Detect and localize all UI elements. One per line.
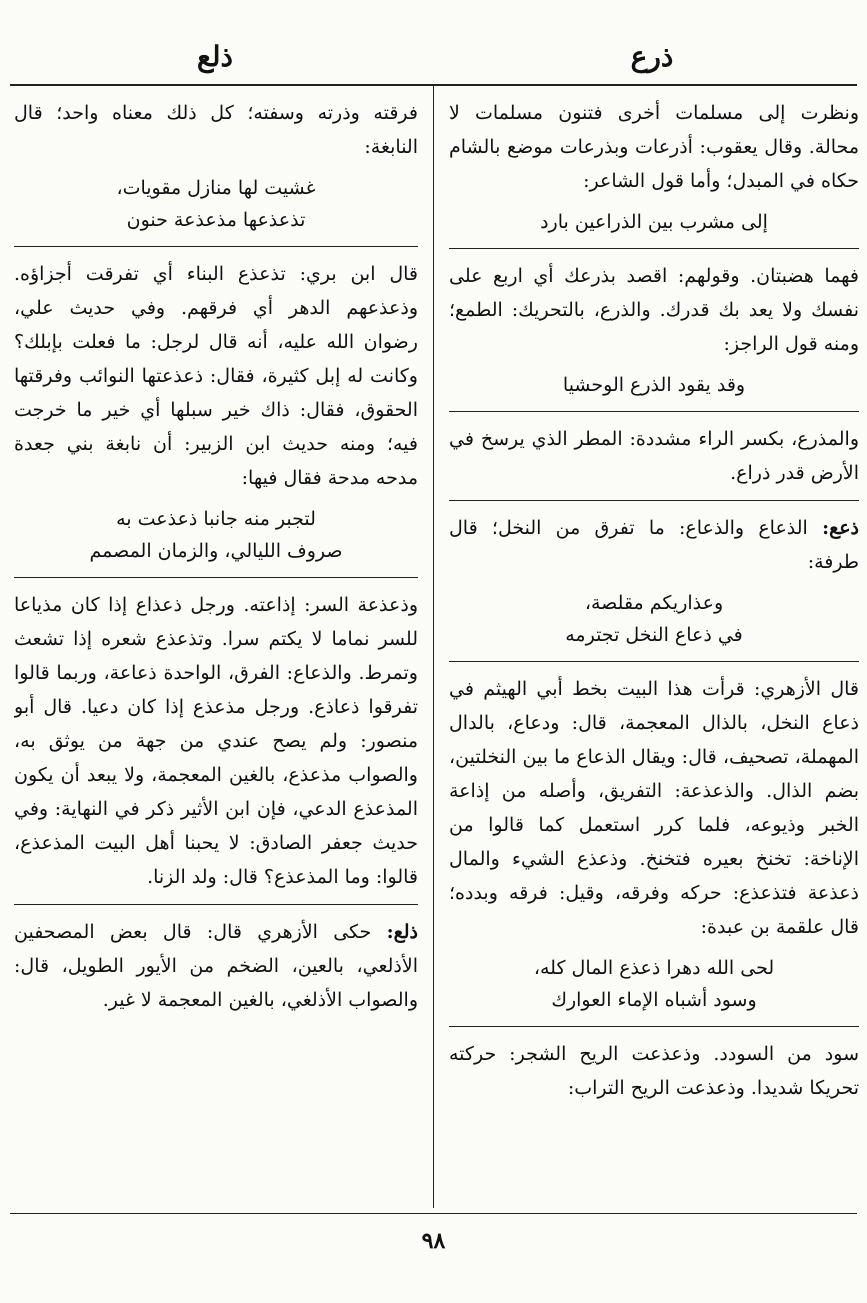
paragraph: فهما هضبتان. وقولهم: اقصد بذرعك أي اربع على نفسك ولا يعد بك قدرك. والذرع، بالتحريك: الطمع؛ ومنه قول الراجز:: [449, 265, 859, 355]
paragraph: والمذرع، بكسر الراء مشددة: المطر الذي يرسخ في الأرض قدر ذراع.: [449, 428, 859, 484]
verse: [14, 503, 418, 567]
verse-line: وعذاريكم مقلصة،: [584, 592, 724, 614]
section-divider: [449, 500, 859, 501]
verse: [449, 587, 859, 651]
paragraph: ونظرت إلى مسلمات أخرى فتنون مسلمات لا محالة. وقال يعقوب: أذرعات وبذرعات موضع بالشام حكاه في المبدل؛ وأما قول الشاعر:: [449, 102, 859, 192]
section-divider: [14, 577, 418, 578]
page-number: ٩٨: [421, 1228, 446, 1254]
section-divider: [449, 1026, 859, 1027]
verse: إلى مشرب بين الذراعين بارد: [540, 211, 768, 233]
verse: [449, 952, 859, 1016]
section-divider: [449, 248, 859, 249]
column-divider: [433, 86, 434, 1208]
section-divider: [449, 411, 859, 412]
section-divider: [14, 904, 418, 905]
verse-line: لحى الله دهرا ذعذع المال كله،: [533, 957, 775, 979]
footer-rule: [10, 1213, 857, 1214]
running-header-left: ذلع: [197, 40, 233, 73]
verse-line: غشيت لها منازل مقويات،: [116, 177, 316, 199]
paragraph: سود من السودد. وذعذعت الريح الشجر: حركته تحريكا شديدا. وذعذعت الريح التراب:: [449, 1043, 859, 1099]
lemma-headword: ذعع:: [822, 517, 859, 539]
entry-text: الذعاع والذعاع: ما تفرق من النخل؛ قال طرفة:: [449, 517, 859, 573]
paragraph: فرقته وذرته وسفته؛ كل ذلك معناه واحد؛ قال النابغة:: [14, 102, 418, 158]
paragraph: وذعذعة السر: إذاعته. ورجل ذعذاع إذا كان مذياعا للسر نماما لا يكتم سرا. وتذعذع شعره إذا تشعث وتمرط. والذعاع: الفرق، الواحدة ذعاعة، وربما قالوا تفرقوا ذعاذع. ورجل مذعذع إذا كان دعيا. قال أبو منصور: ولم يصح عندي من جهة من يوثق به، والصواب مذعذع، بالغين المعجمة، ولا يبعد أن يكون المذعذع الدعي، فإن ابن الأثير ذكر في النهاية: وفي حديث جعفر الصادق: لا يحبنا أهل البيت المذعذع، قالوا: وما المذعذع؟ قال: ولد الزنا.: [14, 594, 418, 888]
entry-text: حكى الأزهري قال: قال بعض المصحفين الأذلعي، بالعين، الضخم من الأيور الطويل، قال: والصواب الأذلغي، بالغين المعجمة لا غير.: [14, 921, 418, 1011]
entry-dhaa: [449, 511, 859, 579]
section-divider: [449, 661, 859, 662]
section-divider: [14, 246, 418, 247]
entry-dhala: [14, 915, 418, 1017]
lemma-headword: ذلع:: [386, 921, 418, 943]
verse-line: لتجبر منه جانبا ذعذعت به: [116, 508, 316, 530]
paragraph: قال ابن بري: تذعذع البناء أي تفرقت أجزاؤه. وذعذعهم الدهر أي فرقهم. وفي حديث علي، رضوان الله عليه، أنه قال لرجل: ما فعلت بإبلك؟ وكانت له إبل كثيرة، فقال: ذعذعتها النوائب وفرقتها الحقوق، فقال: ذاك خير سبلها أي خير ما خرجت فيه؛ ومنه حديث ابن الزبير: أن نابغة بني جعدة مدحه مدحة فقال فيها:: [14, 263, 418, 489]
running-header-right: ذرع: [630, 40, 674, 73]
verse-line: صروف الليالي، والزمان المصمم: [89, 540, 343, 562]
verse-line: تذعذعها مذعذعة حنون: [126, 209, 306, 231]
left-column: [14, 96, 418, 1201]
verse-line: وسود أشباه الإماء العوارك: [551, 989, 757, 1011]
right-column: [449, 96, 859, 1201]
verse: وقد يقود الذرع الوحشيا: [562, 374, 746, 396]
verse-line: في ذعاع النخل تجترمه: [565, 624, 743, 646]
paragraph: قال الأزهري: قرأت هذا البيت بخط أبي الهيثم في ذعاع النخل، بالذال المعجمة، قال: ودعاع، بالدال المهملة، تصحيف، قال: ويقال الذعاع ما بين النخلتين، بضم الذال. والذعذعة: التفريق، وأصله من إذاعة الخبر وذيوعه، فلما كرر استعمل كما قالوا من الإناخة: تخنخ بعيره فتخنخ. وذعذع الشيء والمال ذعذعة فتذعذع: حركه وفرقه، وقيل: فرقه وبدده؛ قال علقمة بن عبدة:: [449, 678, 859, 938]
verse: [14, 172, 418, 236]
